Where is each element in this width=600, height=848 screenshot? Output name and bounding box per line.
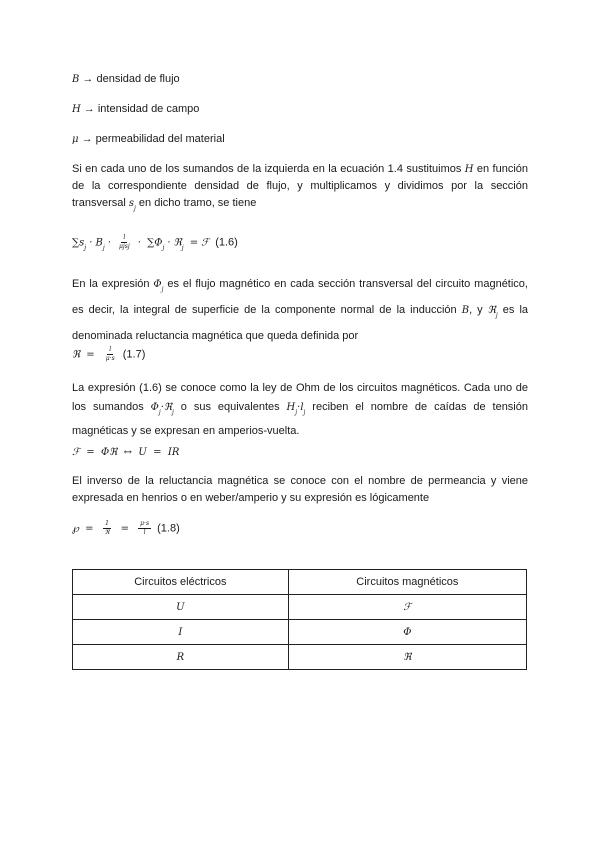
definition-flux-density: B → densidad de flujo bbox=[72, 73, 180, 85]
header-magnetic-circuits: Circuitos magnéticos bbox=[288, 570, 526, 595]
paragraph-permeance: El inverso de la reluctancia magnética se conoce con el nombre de permeancia y viene expresada en henrios o en weber/amperio y su expresión es lógicamente bbox=[72, 475, 528, 504]
table-cell: ℱ bbox=[288, 595, 526, 620]
equation-1-7: ℜ = $\frac{l}{\mu\cdot s}$ (1.7) bbox=[72, 346, 146, 362]
header-electric-circuits: Circuitos eléctricos bbox=[73, 570, 289, 595]
circuit-comparison-table bbox=[72, 569, 527, 670]
table-cell: U bbox=[73, 595, 289, 620]
table-row bbox=[73, 595, 527, 620]
definition-field-intensity: H → intensidad de campo bbox=[72, 103, 200, 115]
table-cell: Φ bbox=[288, 620, 526, 645]
table-row bbox=[73, 620, 527, 645]
equation-1-6: $\sum s_j \cdot B_j$ · $\frac{l}{\text{μjsj}}$ · $\sum\Phi_j$ · ℜ$_j$ = ℱ (1.6) bbox=[72, 234, 238, 252]
fraction-one-over-reluctance: $\frac{1}{\text{ℜ}}$ bbox=[104, 520, 110, 536]
fraction-l-over-mu-s: $\frac{l}{\mu\cdot s}$ bbox=[105, 346, 115, 362]
paragraph-ohm-law: La expresión (1.6) se conoce como la ley de Ohm de los circuitos magnéticos. Cada uno de los sumandos $\Phi_j\cdot ℜ_j$ o sus equivalentes $H_j\cdot l_j$ reciben el nombre de caídas de tensión magnéticas y se expresan en amperios-vuelta. bbox=[72, 382, 528, 437]
equation-ohm-analogy: ℱ = Φℜ ↔ U = IR bbox=[72, 447, 180, 458]
fraction-mu-s-over-l: $\frac{\mu\cdot s}{l}$ bbox=[140, 520, 150, 536]
fraction-l-over-mu-s: $\frac{l}{\text{μjsj}}$ bbox=[119, 234, 130, 250]
paragraph-substitution: Si en cada uno de los sumandos de la izquierda en la ecuación 1.4 sustituimos H en función de la correspondiente densidad de flujo, y multiplicamos y dividimos por la sección transversal $s_j$ en dicho tramo, se tiene bbox=[72, 163, 528, 212]
definition-permeability: μ → permeabilidad del material bbox=[72, 133, 225, 145]
table-header-row bbox=[73, 570, 527, 595]
table-cell: ℜ bbox=[288, 645, 526, 670]
paragraph-flux-reluctance: En la expresión $\Phi_j$ es el flujo magnético en cada sección transversal del circuito magnético, es decir, la integral de superficie de la componente normal de la inducción B, y ℜ$_j$ es la denominada reluctancia magnética que queda definida por bbox=[72, 278, 529, 342]
equation-1-8: ℘ = $\frac{1}{\text{ℜ}}$ = $\frac{\mu\cdot s}{l}$ (1.8) bbox=[72, 520, 180, 536]
table-cell: R bbox=[73, 645, 289, 670]
table-row bbox=[73, 645, 527, 670]
table-cell: I bbox=[73, 620, 289, 645]
